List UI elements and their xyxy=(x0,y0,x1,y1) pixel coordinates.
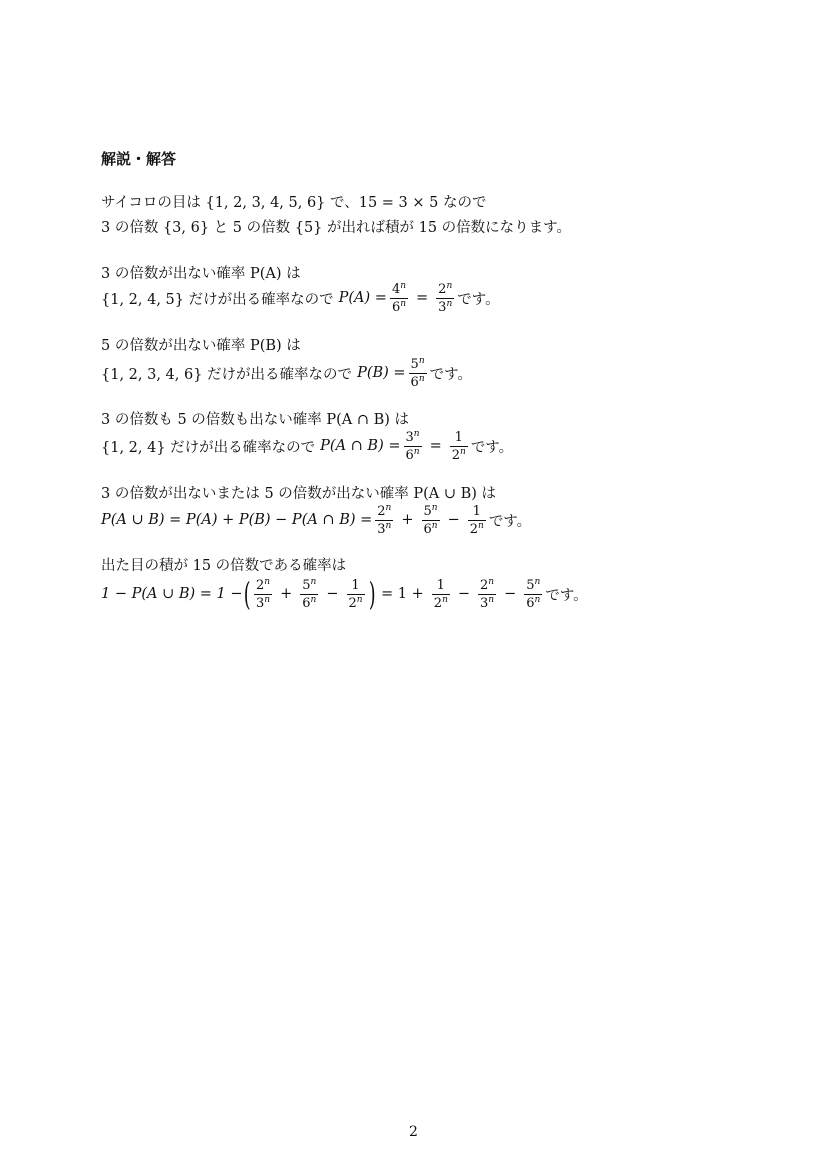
union-fraction-2: $\frac{5^n}{6^n}$ xyxy=(423,502,438,537)
pa-lead: {1, 2, 4, 5} だけが出る確率なので xyxy=(101,291,334,308)
pb-fraction-1: $\frac{5^n}{6^n}$ xyxy=(410,355,425,390)
pb-lead: {1, 2, 3, 4, 6} だけが出る確率なので xyxy=(101,366,353,383)
pab-title: 3 の倍数も 5 の倍数も出ない確率 P(A ∩ B) は xyxy=(101,412,410,428)
union-equation: P(A ∪ B) = P(A) + P(B) − P(A ∩ B) = $\frac{2^n}{3^n}$ + $\frac{5^n}{6^n}$ − $\frac{1}{2^n}$ です。 xyxy=(101,502,532,537)
pa-title: 3 の倍数が出ない確率 P(A) は xyxy=(101,266,301,282)
section-heading: 解説・解答 xyxy=(101,150,177,168)
final-lhs: 1 − P(A ∪ B) = 1 − xyxy=(101,586,243,602)
final-fraction-6: $\frac{5^n}{6^n}$ xyxy=(526,576,541,611)
final-equation: 1 − P(A ∪ B) = 1 − ( $\frac{2^n}{3^n}$ + $\frac{5^n}{6^n}$ − $\frac{1}{2^n}$ ) = 1 + $\frac{1}{2^n}$ − $\frac{2^n}{3^n}$ − $\frac{5^n}{6^n}$ です。 xyxy=(101,575,588,613)
pab-equation: {1, 2, 4} だけが出る確率なので P(A ∩ B) = $\frac{3^n}{6^n}$ = $\frac{1}{2^n}$ です。 xyxy=(101,428,514,463)
final-fraction-3: $\frac{1}{2^n}$ xyxy=(348,577,363,611)
pab-fraction-1: $\frac{3^n}{6^n}$ xyxy=(405,428,420,463)
union-lhs: P(A ∪ B) = P(A) + P(B) − P(A ∩ B) = xyxy=(101,512,373,528)
pb-equation xyxy=(101,353,472,393)
intro-line-1: サイコロの目は {1, 2, 3, 4, 5, 6} で、15 = 3 × 5 なので xyxy=(101,195,487,211)
final-fraction-1: $\frac{2^n}{3^n}$ xyxy=(256,576,271,611)
union-title: 3 の倍数が出ないまたは 5 の倍数が出ない確率 P(A ∪ B) は xyxy=(101,486,497,502)
pb-lhs: P(B) = xyxy=(357,365,406,381)
pb-title: 5 の倍数が出ない確率 P(B) は xyxy=(101,338,301,354)
final-tail: です。 xyxy=(545,587,588,604)
pab-lead: {1, 2, 4} だけが出る確率なので xyxy=(101,439,316,456)
pb-tail: です。 xyxy=(429,366,472,383)
pa-tail: です。 xyxy=(457,291,500,308)
pab-fraction-2: $\frac{1}{2^n}$ xyxy=(451,429,466,463)
union-fraction-3: $\frac{1}{2^n}$ xyxy=(469,503,484,537)
pa-lhs: P(A) = xyxy=(338,290,387,306)
union-tail: です。 xyxy=(488,513,532,530)
final-title: 出た目の積が 15 の倍数である確率は xyxy=(101,558,347,574)
pa-fraction-1: $\frac{4^n}{6^n}$ xyxy=(391,280,407,315)
page-number: 2 xyxy=(409,1124,418,1140)
pa-equation: {1, 2, 4, 5} だけが出る確率なので P(A) = $\frac{4^n}{6^n}$ = $\frac{2^n}{3^n}$ です。 xyxy=(101,280,500,315)
right-paren: ) xyxy=(368,575,376,613)
union-fraction-1: $\frac{2^n}{3^n}$ xyxy=(377,502,392,537)
pab-lhs: P(A ∩ B) = xyxy=(320,438,401,454)
pa-fraction-2: $\frac{2^n}{3^n}$ xyxy=(438,280,453,315)
final-mid: = 1 + xyxy=(381,586,424,602)
final-fraction-5: $\frac{2^n}{3^n}$ xyxy=(480,576,495,611)
final-fraction-2: $\frac{5^n}{6^n}$ xyxy=(302,576,317,611)
left-paren: ( xyxy=(243,575,251,613)
final-fraction-4: $\frac{1}{2^n}$ xyxy=(433,577,448,611)
intro-line-2: 3 の倍数 {3, 6} と 5 の倍数 {5} が出れば積が 15 の倍数になります。 xyxy=(101,220,572,236)
pab-tail: です。 xyxy=(470,439,514,456)
